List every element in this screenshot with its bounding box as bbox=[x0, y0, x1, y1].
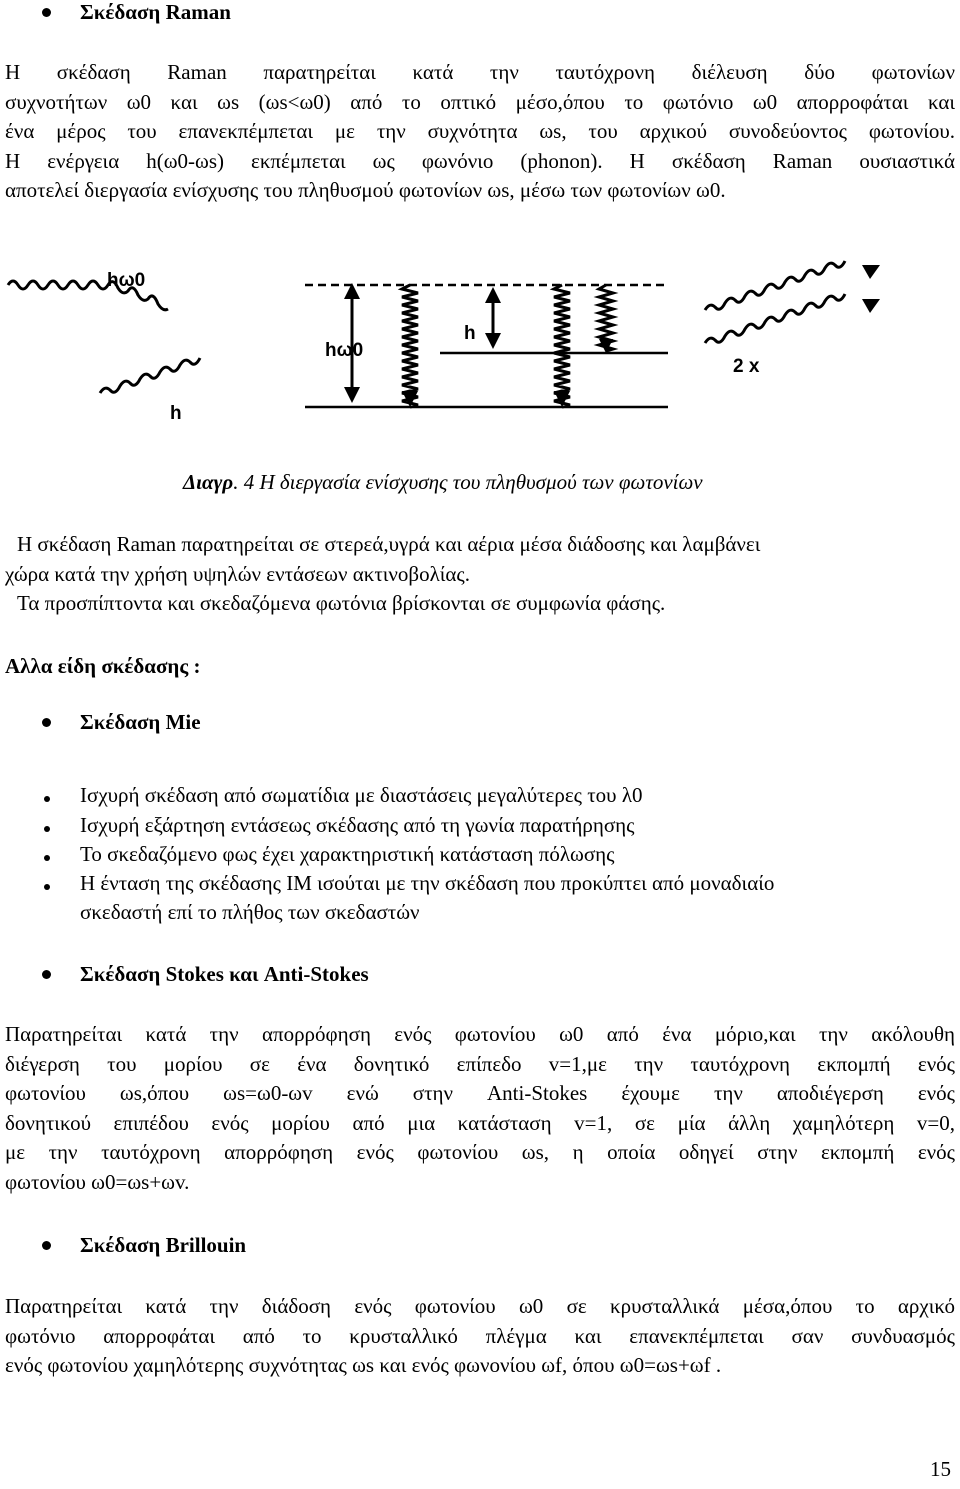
label-2x: 2 x bbox=[733, 356, 760, 377]
brillouin-line-2: φωτόνιο απορροφάται από το κρυσταλλικό πλέγμα και επανεκπέμπεται σαν συνδυασμός bbox=[5, 1323, 955, 1348]
zigzag-photon-1 bbox=[402, 285, 418, 407]
other-types-heading: Αλλα είδη σκέδασης : bbox=[5, 654, 201, 678]
stokes-line-4: δονητικού επιπέδου ενός μορίου από μια κατάσταση v=1, σε μία άλλη χαμηλότερη v=0, bbox=[5, 1110, 955, 1135]
stokes-line-2: διέγερση του μορίου σε ένα δονητικό επίπεδο v=1,με την ταυτόχρονη εκπομπή ενός bbox=[5, 1051, 955, 1076]
bullet-dot bbox=[42, 718, 51, 727]
mie-item-4-cont: σκεδαστή επί το πλήθος των σκεδαστών bbox=[80, 900, 420, 924]
mie-item-1: Ισχυρή σκέδαση από σωματίδια με διαστάσεις μεγαλύτερες του λ0 bbox=[80, 783, 643, 807]
label-h-mid: h bbox=[464, 323, 476, 344]
section-title-mie: Σκέδαση Mie bbox=[80, 710, 201, 734]
raman-conditions-paragraph bbox=[5, 530, 955, 619]
section-title-stokes: Σκέδαση Stokes και Anti-Stokes bbox=[80, 962, 369, 986]
page-number: 15 bbox=[930, 1457, 951, 1481]
arrowhead-output-1 bbox=[862, 265, 880, 279]
raman-line-1: Η σκέδαση Raman παρατηρείται κατά την ταυτόχρονη διέλευση δύο φωτονίων bbox=[5, 60, 955, 84]
bullet-dot bbox=[42, 1241, 51, 1250]
caption-text: . 4 Η διεργασία ενίσχυσης του πληθυσμού των φωτονίων bbox=[233, 470, 703, 494]
brillouin-line-3: ενός φωτονίου χαμηλότερης συχνότητας ωs και ενός φωνονίου ωf, όπου ω0=ωs+ωf . bbox=[5, 1353, 722, 1377]
stokes-line-3: φωτονίου ωs,όπου ωs=ω0-ωv ενώ στην Anti-Stokes έχουμε την αποδιέγερση ενός bbox=[5, 1081, 955, 1105]
section-title-brillouin: Σκέδαση Brillouin bbox=[80, 1233, 247, 1257]
brillouin-line-1: Παρατηρείται κατά την διάδοση ενός φωτονίου ω0 σε κρυσταλλικά μέσα,όπου το αρχικό bbox=[5, 1294, 955, 1318]
para2-line-1: Η σκέδαση Raman παρατηρείται σε στερεά,υγρά και αέρια μέσα διάδοσης και λαμβάνει bbox=[17, 532, 761, 556]
raman-line-2: συχνοτήτων ω0 και ωs (ωs<ω0) από το οπτικό μέσο,όπου το φωτόνιο ω0 απορροφάται και bbox=[5, 89, 955, 114]
bullet-dot bbox=[44, 884, 50, 890]
figure-caption bbox=[183, 468, 703, 498]
raman-line-5: αποτελεί διεργασία ενίσχυσης του πληθυσμού φωτονίων ωs, μέσω των φωτονίων ω0. bbox=[5, 178, 726, 202]
arrowhead-h-up bbox=[485, 287, 501, 303]
raman-diagram bbox=[0, 255, 960, 435]
raman-paragraph bbox=[5, 58, 955, 206]
arrowhead-h-down bbox=[485, 333, 501, 349]
stokes-line-5: με την ταυτόχρονη απορρόφηση ενός φωτονίου ωs, η οποία οδηγεί στην εκπομπή ενός bbox=[5, 1140, 955, 1164]
stokes-paragraph bbox=[5, 1020, 955, 1197]
caption-prefix: Διαγρ bbox=[183, 470, 234, 494]
raman-line-3: ένα μέρος του επανεκπέμπεται με την συχνότητα ωs, του αρχικού συνοδεύοντος φωτονίου. bbox=[5, 119, 955, 143]
para2-line-2: χώρα κατά την χρήση υψηλών εντάσεων ακτινοβολίας. bbox=[5, 561, 470, 586]
bullet-dot bbox=[44, 796, 50, 802]
mie-item-4: Η ένταση της σκέδασης IM ισούται με την σκέδαση που προκύπτει από μοναδιαίο bbox=[80, 871, 775, 895]
label-hw0-mid: hω0 bbox=[325, 340, 364, 361]
label-h-bottom: h bbox=[170, 403, 182, 424]
bullet-dot bbox=[44, 826, 50, 832]
mie-item-3: Το σκεδαζόμενο φως έχει χαρακτηριστική κατάσταση πόλωσης bbox=[80, 842, 615, 866]
label-hw0-top: hω0 bbox=[107, 270, 146, 291]
zigzag-photon-2 bbox=[554, 285, 570, 407]
scattered-photon-wave bbox=[100, 358, 200, 393]
para2-line-3: Τα προσπίπτοντα και σκεδαζόμενα φωτόνια βρίσκονται σε συμφωνία φάσης. bbox=[17, 591, 666, 615]
arrowhead-output-2 bbox=[862, 299, 880, 313]
bullet-dot bbox=[42, 970, 51, 979]
bullet-dot bbox=[42, 8, 51, 17]
section-title-raman: Σκέδαση Raman bbox=[80, 0, 231, 24]
bullet-dot bbox=[44, 855, 50, 861]
raman-line-4: Η ενέργεια h(ω0-ωs) εκπέμπεται ως φωνόνιο (phonon). Η σκέδαση Raman ουσιαστικά bbox=[5, 148, 955, 173]
stokes-line-1: Παρατηρείται κατά την απορρόφηση ενός φωτονίου ω0 από ένα μόριο,και την ακόλουθη bbox=[5, 1022, 955, 1046]
arrowhead-hw0-down bbox=[344, 387, 360, 403]
brillouin-paragraph bbox=[5, 1292, 955, 1381]
mie-item-2: Ισχυρή εξάρτηση εντάσεως σκέδασης από τη γωνία παρατήρησης bbox=[80, 813, 635, 837]
stokes-line-6: φωτονίου ω0=ωs+ωv. bbox=[5, 1169, 190, 1194]
